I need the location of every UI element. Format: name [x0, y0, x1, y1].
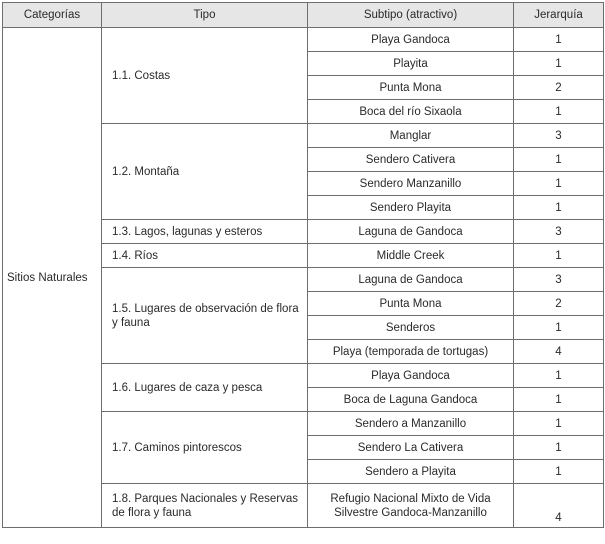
jerarquia-cell: 3	[514, 220, 604, 244]
header-jerarquia: Jerarquía	[514, 3, 604, 28]
tipo-cell: 1.8. Parques Nacionales y Reservas de flora y fauna	[102, 484, 308, 528]
header-row	[3, 3, 604, 28]
jerarquia-cell: 1	[514, 172, 604, 196]
jerarquia-cell: 1	[514, 364, 604, 388]
jerarquia-cell: 2	[514, 292, 604, 316]
jerarquia-cell: 1	[514, 412, 604, 436]
subtipo-cell: Sendero Manzanillo	[308, 172, 514, 196]
table-row	[3, 28, 604, 52]
jerarquia-cell: 1	[514, 52, 604, 76]
header-tipo: Tipo	[102, 3, 308, 28]
tipo-cell: 1.6. Lugares de caza y pesca	[102, 364, 308, 412]
subtipo-cell: Playa Gandoca	[308, 28, 514, 52]
jerarquia-cell: 1	[514, 100, 604, 124]
jerarquia-cell: 1	[514, 436, 604, 460]
subtipo-cell: Middle Creek	[308, 244, 514, 268]
subtipo-cell: Sendero Playita	[308, 196, 514, 220]
table-container	[2, 2, 604, 528]
tipo-cell: 1.2. Montaña	[102, 124, 308, 220]
tipo-cell: 1.5. Lugares de observación de flora y fauna	[102, 268, 308, 364]
subtipo-cell: Punta Mona	[308, 292, 514, 316]
subtipo-cell: Playa (temporada de tortugas)	[308, 340, 514, 364]
subtipo-cell: Punta Mona	[308, 76, 514, 100]
subtipo-cell: Sendero Cativera	[308, 148, 514, 172]
jerarquia-cell: 2	[514, 76, 604, 100]
subtipo-cell: Playita	[308, 52, 514, 76]
tipo-cell: 1.1. Costas	[102, 28, 308, 124]
attractions-table	[2, 2, 604, 528]
header-subtipo: Subtipo (atractivo)	[308, 3, 514, 28]
jerarquia-cell: 1	[514, 388, 604, 412]
subtipo-cell: Sendero a Manzanillo	[308, 412, 514, 436]
subtipo-cell: Boca de Laguna Gandoca	[308, 388, 514, 412]
jerarquia-cell: 1	[514, 460, 604, 484]
jerarquia-cell: 4	[514, 484, 604, 528]
subtipo-cell: Laguna de Gandoca	[308, 268, 514, 292]
jerarquia-cell: 1	[514, 28, 604, 52]
category-cell: Sitios Naturales	[3, 28, 102, 528]
tipo-cell: 1.3. Lagos, lagunas y esteros	[102, 220, 308, 244]
jerarquia-cell: 3	[514, 124, 604, 148]
subtipo-cell: Senderos	[308, 316, 514, 340]
subtipo-cell: Sendero a Playita	[308, 460, 514, 484]
tipo-cell: 1.7. Caminos pintorescos	[102, 412, 308, 484]
subtipo-cell: Sendero La Cativera	[308, 436, 514, 460]
subtipo-cell: Playa Gandoca	[308, 364, 514, 388]
jerarquia-cell: 1	[514, 196, 604, 220]
jerarquia-cell: 1	[514, 316, 604, 340]
jerarquia-cell: 1	[514, 148, 604, 172]
jerarquia-cell: 4	[514, 340, 604, 364]
subtipo-cell: Refugio Nacional Mixto de Vida Silvestre Gandoca-Manzanillo	[308, 484, 514, 528]
subtipo-cell: Manglar	[308, 124, 514, 148]
jerarquia-cell: 1	[514, 244, 604, 268]
subtipo-cell: Laguna de Gandoca	[308, 220, 514, 244]
tipo-cell: 1.4. Ríos	[102, 244, 308, 268]
header-categorias: Categorías	[3, 3, 102, 28]
table-body	[3, 28, 604, 528]
subtipo-cell: Boca del río Sixaola	[308, 100, 514, 124]
jerarquia-cell: 3	[514, 268, 604, 292]
